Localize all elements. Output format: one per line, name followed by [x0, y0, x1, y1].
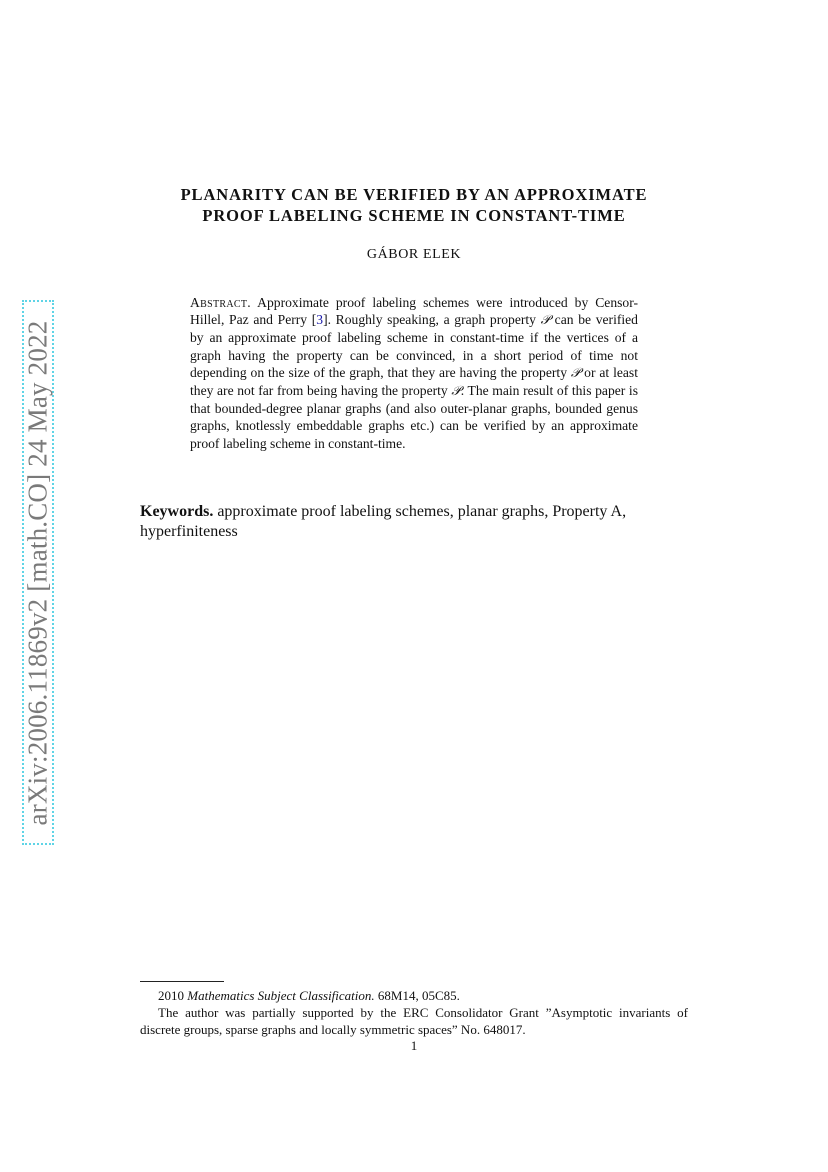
msc-codes: 68M14, 05C85.	[374, 988, 460, 1003]
property-symbol: 𝒫	[570, 365, 581, 381]
abstract-text-2: ]. Roughly speaking, a graph property	[323, 312, 541, 328]
keywords-label: Keywords.	[140, 503, 214, 520]
keywords-text: approximate proof labeling schemes, planar graphs, Property A, hyperfiniteness	[140, 503, 627, 540]
arxiv-sidebar-stamp[interactable]	[22, 300, 54, 845]
msc-year: 2010	[158, 988, 188, 1003]
abstract-text-1: Approximate proof labeling schemes were introduced by Censor-Hillel, Paz and Perry [	[190, 295, 638, 328]
footnote-divider	[140, 981, 224, 982]
page-number: 1	[410, 1038, 418, 1053]
citation-link[interactable]: 3	[316, 312, 324, 328]
msc-footnote	[140, 987, 688, 1004]
property-symbol: 𝒫	[451, 384, 461, 400]
keywords	[140, 502, 688, 542]
abstract-text-4: or at least they are not far from being having the property	[190, 364, 638, 399]
msc-label: Mathematics Subject Classification.	[187, 988, 375, 1003]
title-line-2: PROOF LABELING SCHEME IN CONSTANT-TIME	[202, 206, 626, 225]
abstract-text-5: . The main result of this paper is that bounded-degree planar graphs (and also outer-planar graphs, bounded genus graphs, knotlessly embeddable graphs etc.) can be verified by an approximate proof labeling scheme in constant-time.	[190, 383, 638, 451]
funding-footnote: The author was partially supported by the ERC Consolidator Grant ”Asymptotic invariants of discrete groups, sparse graphs and locally symmetric spaces” No. 648017.	[140, 1005, 688, 1037]
footnotes	[140, 987, 688, 1038]
property-symbol: 𝒫	[540, 313, 550, 329]
author-name: GÁBOR ELEK	[366, 247, 462, 262]
abstract-heading: Abstract.	[190, 295, 251, 310]
arxiv-identifier[interactable]: arXiv:2006.11869v2 [math.CO] 24 May 2022	[22, 320, 53, 825]
title-line-1: PLANARITY CAN BE VERIFIED BY AN APPROXIMATE	[180, 185, 648, 204]
paper-title	[100, 184, 728, 226]
abstract	[190, 294, 638, 452]
abstract-text-3: can be verified by an approximate proof labeling scheme in constant-time if the vertices of a graph having the property can be convinced, in a short period of time not depending on the size of the graph, that they are having the property	[190, 312, 638, 380]
